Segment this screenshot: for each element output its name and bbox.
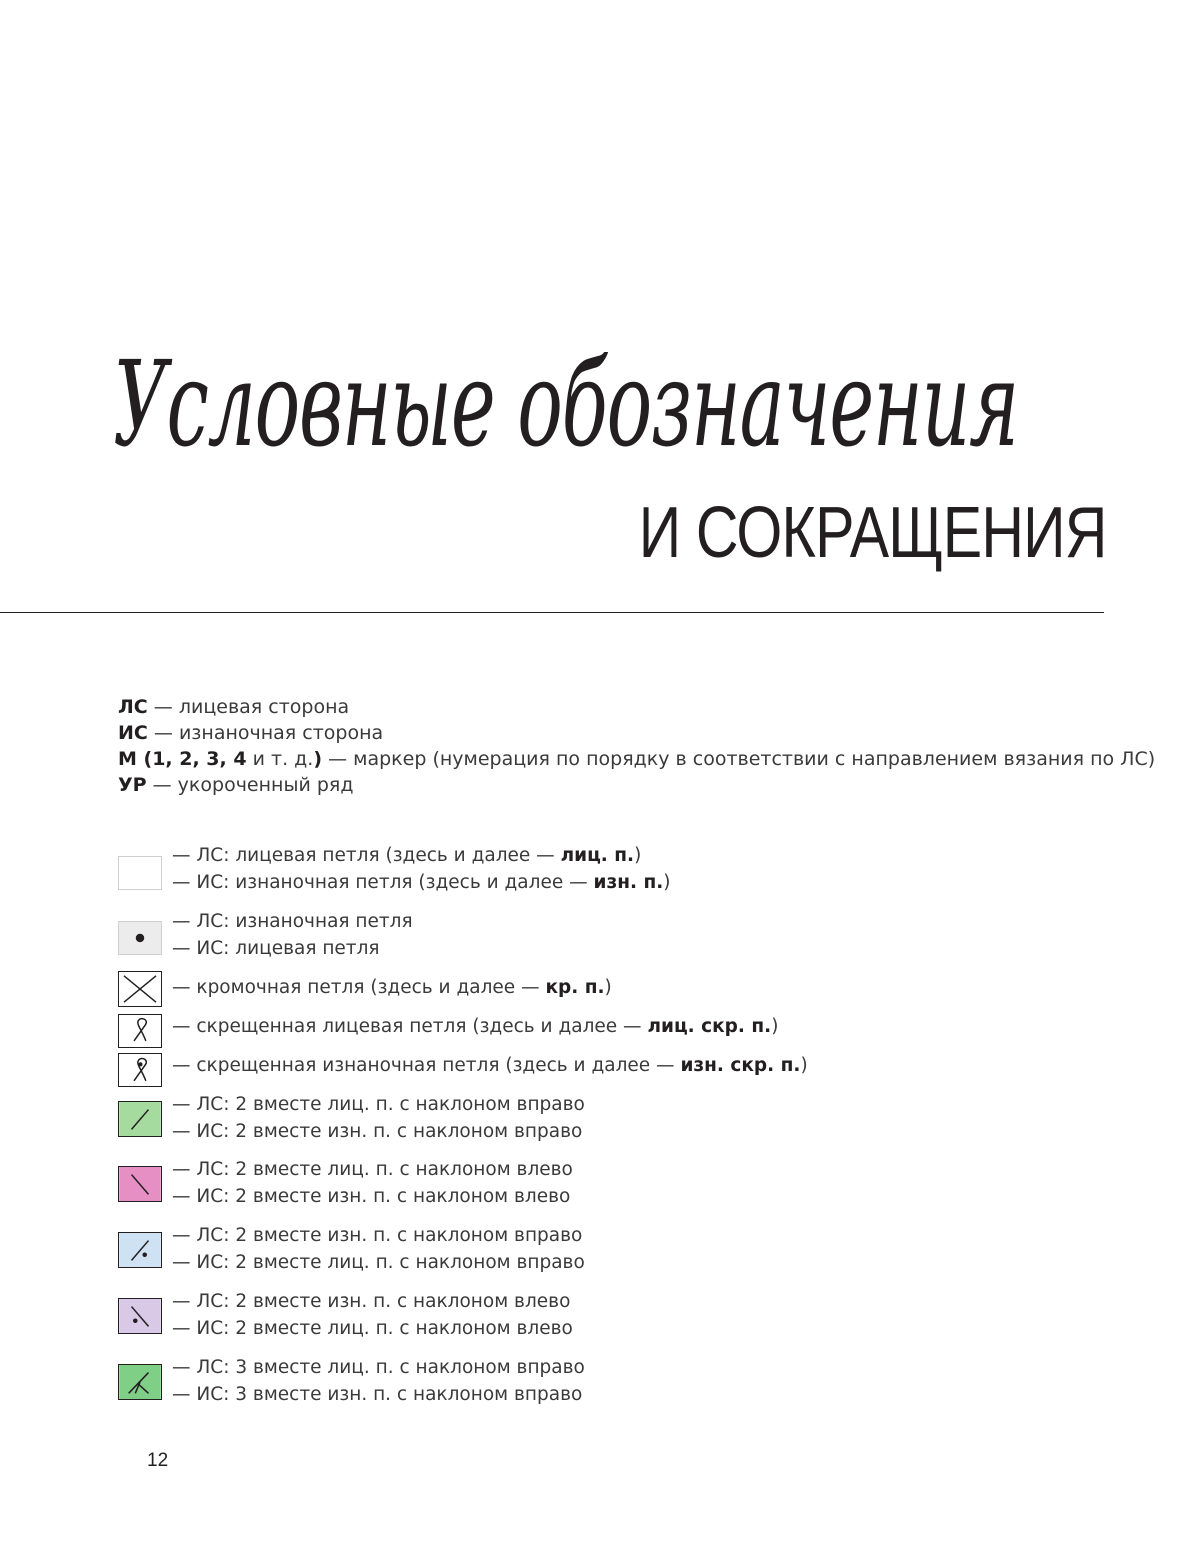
- page-number: 12: [147, 1450, 169, 1471]
- abbreviation-definition: маркер (нумерация по порядку в соответствии с направлением вязания по ЛС): [353, 748, 1156, 770]
- legend-description: — ЛС: 2 вместе изн. п. с наклоном вправо — ИС: 2 вместе лиц. п. с наклоном вправо: [172, 1225, 585, 1273]
- abbreviation-term: ИС: [118, 722, 148, 744]
- legend-description: — ЛС: 2 вместе лиц. п. с наклоном вправо — ИС: 2 вместе изн. п. с наклоном вправо: [172, 1094, 585, 1142]
- legend-description: — ЛС: лицевая петля (здесь и далее — лиц. п.) — ИС: изнаночная петля (здесь и далее — изн. п.): [172, 845, 671, 893]
- legend-description: — ЛС: 2 вместе лиц. п. с наклоном влево — ИС: 2 вместе изн. п. с наклоном влево: [172, 1159, 573, 1207]
- slash-left-dot-icon: [118, 1298, 162, 1334]
- three-together-right-icon: [118, 1364, 162, 1400]
- abbreviation-item: ИС — изнаночная сторона: [118, 722, 384, 744]
- crossed-knit-icon: [118, 1014, 162, 1048]
- script-title: [105, 320, 1035, 510]
- slash-right-icon: [118, 1101, 162, 1137]
- abbreviations-list: [118, 694, 1155, 798]
- abbreviation-item: ЛС — лицевая сторона: [118, 696, 350, 718]
- cross-icon: [118, 971, 162, 1007]
- abbreviation-definition: укороченный ряд: [177, 774, 354, 796]
- abbreviation-definition: лицевая сторона: [178, 696, 350, 718]
- legend-description: — ЛС: 3 вместе лиц. п. с наклоном вправо — ИС: 3 вместе изн. п. с наклоном вправо: [172, 1357, 585, 1405]
- legend-description: — скрещенная лицевая петля (здесь и далее — лиц. скр. п.): [172, 1016, 779, 1037]
- script-title-text: Условные обозначения: [113, 335, 1018, 473]
- slash-left-icon: [118, 1166, 162, 1202]
- legend-description: — ЛС: изнаночная петля — ИС: лицевая петля: [172, 911, 413, 959]
- dot-icon: [118, 921, 162, 955]
- legend-description: — кромочная петля (здесь и далее — кр. п.): [172, 977, 612, 998]
- abbreviation-item: УР — укороченный ряд: [118, 774, 354, 796]
- abbreviation-item: М (1, 2, 3, 4 и т. д.) — маркер (нумерация по порядку в соответствии с направлением вязания по ЛС): [118, 748, 1156, 770]
- title-divider: [0, 612, 1104, 613]
- sub-title: И СОКРАЩЕНИЯ: [639, 493, 1107, 573]
- legend-description: — скрещенная изнаночная петля (здесь и далее — изн. скр. п.): [172, 1055, 808, 1076]
- abbreviation-definition: изнаночная сторона: [178, 722, 384, 744]
- crossed-purl-icon: [118, 1053, 162, 1087]
- abbreviation-term: ЛС: [118, 696, 148, 718]
- blank-square-icon: [118, 856, 162, 890]
- slash-right-dot-icon: [118, 1232, 162, 1268]
- abbreviation-term: М (1, 2, 3, 4: [118, 748, 247, 770]
- legend-description: — ЛС: 2 вместе изн. п. с наклоном влево — ИС: 2 вместе лиц. п. с наклоном влево: [172, 1291, 573, 1339]
- abbreviation-term: УР: [118, 774, 147, 796]
